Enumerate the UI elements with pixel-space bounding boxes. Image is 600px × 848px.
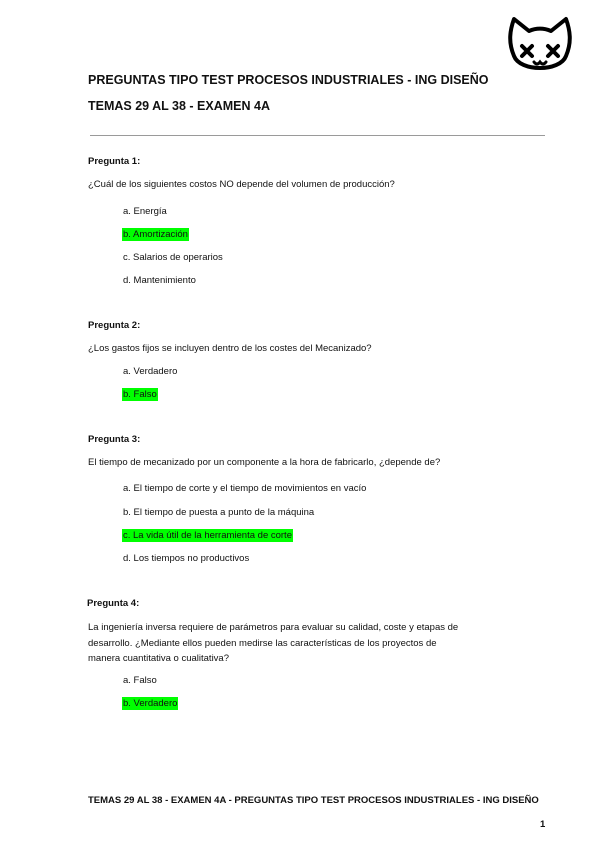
page-footer: TEMAS 29 AL 38 - EXAMEN 4A - PREGUNTAS TIPO TEST PROCESOS INDUSTRIALES - ING DISEÑO bbox=[88, 795, 539, 806]
question-1-text: ¿Cuál de los siguientes costos NO depende del volumen de producción? bbox=[88, 179, 395, 190]
question-1-option-a: a. Energía bbox=[123, 206, 167, 217]
question-4-text: La ingeniería inversa requiere de parámetros para evaluar su calidad, coste y etapas de desarrollo. ¿Mediante ellos pueden medirse las características de los proyectos de manera cuantitativa o cualitativa? bbox=[88, 622, 459, 664]
question-4-label: Pregunta 4: bbox=[87, 598, 140, 609]
question-3-option-d: d. Los tiempos no productivos bbox=[123, 553, 250, 564]
document-subtitle: TEMAS 29 AL 38 - EXAMEN 4A bbox=[88, 99, 270, 113]
question-3-option-c-correct: c. La vida útil de la herramienta de corte bbox=[123, 530, 292, 541]
document-title: PREGUNTAS TIPO TEST PROCESOS INDUSTRIALES - ING DISEÑO bbox=[88, 73, 489, 87]
question-2-label: Pregunta 2: bbox=[88, 320, 141, 331]
page-number: 1 bbox=[540, 819, 546, 830]
question-3-option-a: a. El tiempo de corte y el tiempo de movimientos en vacío bbox=[123, 483, 367, 494]
question-1-option-d: d. Mantenimiento bbox=[123, 275, 196, 286]
question-3-label: Pregunta 3: bbox=[88, 434, 141, 445]
question-3-option-b: b. El tiempo de puesta a punto de la máquina bbox=[123, 507, 315, 518]
header-divider bbox=[90, 135, 545, 136]
question-4-option-a: a. Falso bbox=[123, 675, 157, 686]
question-3-text: El tiempo de mecanizado por un componente a la hora de fabricarlo, ¿depende de? bbox=[88, 457, 441, 468]
question-1-option-b-correct: b. Amortización bbox=[123, 229, 188, 240]
cat-face-logo-icon bbox=[504, 14, 576, 82]
question-1-option-c: c. Salarios de operarios bbox=[123, 252, 223, 263]
question-2-text: ¿Los gastos fijos se incluyen dentro de los costes del Mecanizado? bbox=[88, 343, 372, 354]
question-2-option-b-correct: b. Falso bbox=[123, 389, 157, 400]
question-1-label: Pregunta 1: bbox=[88, 156, 141, 167]
question-2-option-a: a. Verdadero bbox=[123, 366, 178, 377]
question-4-option-b-correct: b. Verdadero bbox=[123, 698, 178, 709]
